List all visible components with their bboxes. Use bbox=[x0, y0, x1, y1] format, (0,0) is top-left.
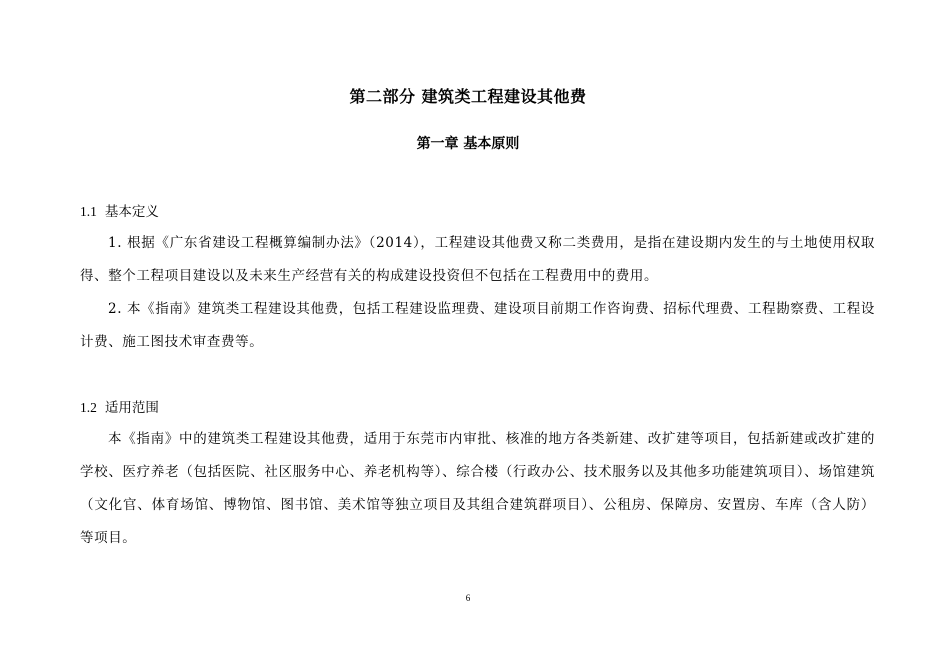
chapter-title: 第一章 基本原则 bbox=[416, 136, 520, 152]
paragraph-definition-2: 2. 本《指南》建筑类工程建设其他费，包括工程建设监理费、建设项目前期工作咨询费、招标代理费、工程勘察费、工程设计费、施工图技术审查费等。 bbox=[80, 301, 875, 350]
paragraph-scope: 本《指南》中的建筑类工程建设其他费，适用于东莞市内审批、核准的地方各类新建、改扩建等项目，包括新建或改扩建的学校、医疗养老（包括医院、社区服务中心、养老机构等）、综合楼（行政办公、技术服务以及其他多功能建筑项目）、场馆建筑（文化官、体育场馆、博物馆、图书馆、美术馆等独立项目及其组合建筑群项目）、公租房、保障房、安置房、车库（含人防）等项目。 bbox=[80, 431, 875, 546]
section-heading-basic-definition bbox=[80, 202, 159, 222]
section-title: 基本定义 bbox=[104, 204, 159, 220]
section-heading-scope bbox=[80, 398, 159, 418]
section-number: 1.1 bbox=[80, 204, 97, 219]
page-number: 6 bbox=[465, 593, 471, 603]
part-title: 第二部分 建筑类工程建设其他费 bbox=[349, 87, 587, 106]
section-number: 1.2 bbox=[80, 400, 97, 415]
paragraph-definition-1: 1. 根据《广东省建设工程概算编制办法》（2014），工程建设其他费又称二类费用，是指在建设期内发生的与土地使用权取得、整个工程项目建设以及未来生产经营有关的构成建设投资但不包括在工程费用中的费用。 bbox=[80, 235, 875, 284]
section-title: 适用范围 bbox=[104, 400, 159, 416]
